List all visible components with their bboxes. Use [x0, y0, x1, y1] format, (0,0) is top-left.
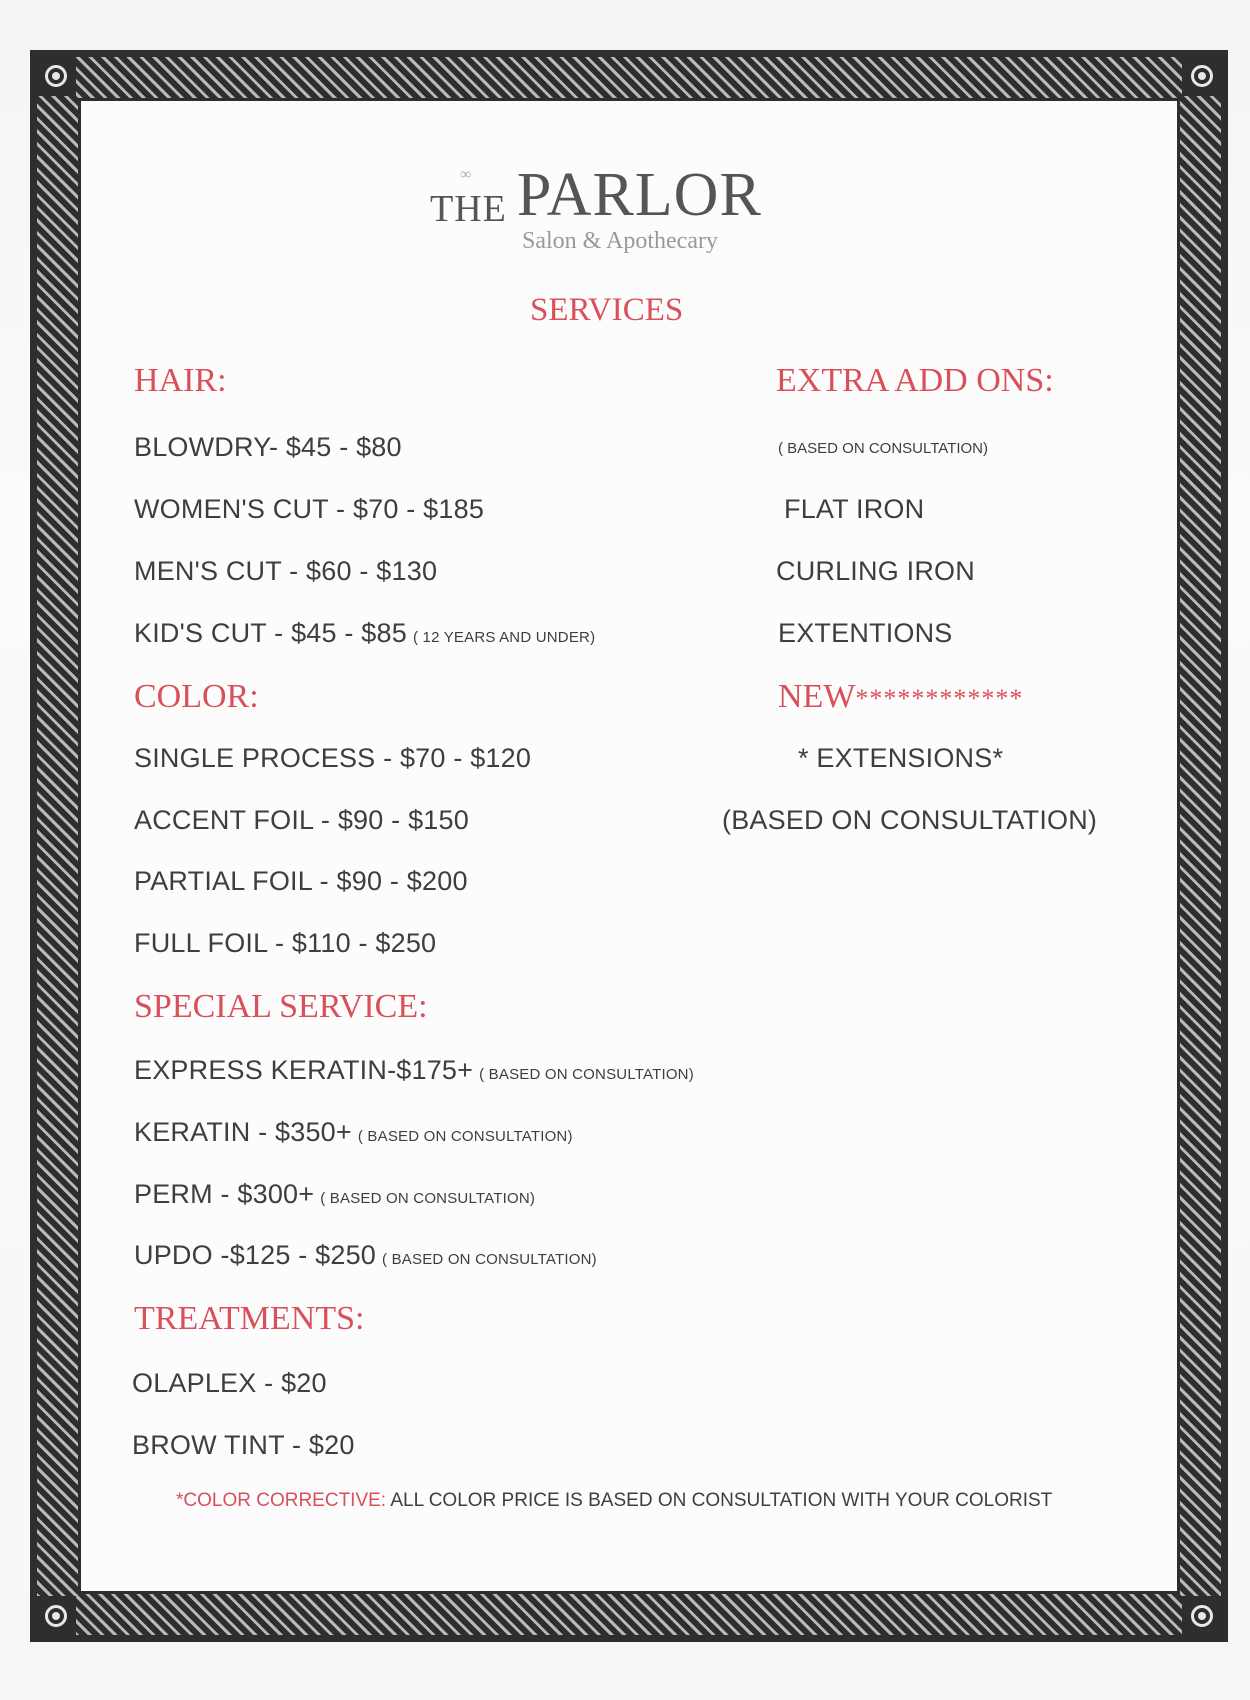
- item-note: ( 12 YEARS AND UNDER): [412, 629, 596, 646]
- extras-note: ( BASED ON CONSULTATION): [778, 440, 989, 457]
- footer-label: *COLOR CORRECTIVE:: [176, 1490, 387, 1511]
- extras-heading: EXTRA ADD ONS:: [776, 362, 1054, 399]
- extras-item: FLAT IRON: [784, 494, 925, 524]
- new-label: NEW: [778, 678, 856, 715]
- hair-item: [134, 432, 402, 463]
- item-text: OLAPLEX - $20: [132, 1368, 327, 1398]
- extras-item: CURLING IRON: [776, 556, 975, 586]
- new-stars: ************: [855, 684, 1024, 713]
- special-item: [134, 1117, 573, 1148]
- color-heading: COLOR:: [134, 678, 259, 715]
- item-text: BLOWDRY- $45 - $80: [134, 432, 402, 462]
- item-text: BROW TINT - $20: [132, 1430, 355, 1460]
- item-note: ( BASED ON CONSULTATION): [357, 1128, 573, 1145]
- item-note: ( BASED ON CONSULTATION): [382, 1251, 597, 1268]
- special-heading: SPECIAL SERVICE:: [134, 988, 428, 1025]
- treatments-heading: TREATMENTS:: [134, 1300, 365, 1337]
- hair-heading: HAIR:: [134, 362, 227, 399]
- treatment-item: [132, 1368, 327, 1399]
- new-note: (BASED ON CONSULTATION): [722, 805, 1098, 835]
- item-note: ( BASED ON CONSULTATION): [320, 1190, 536, 1207]
- item-text: WOMEN'S CUT - $70 - $185: [134, 494, 485, 524]
- item-text: KID'S CUT - $45 - $85: [134, 618, 407, 648]
- logo-subtitle: Salon & Apothecary: [522, 228, 718, 254]
- item-text: SINGLE PROCESS - $70 - $120: [134, 743, 532, 773]
- item-text: UPDO -$125 - $250: [134, 1240, 377, 1270]
- item-text: MEN'S CUT - $60 - $130: [134, 556, 438, 586]
- color-corrective-note: [176, 1490, 1052, 1512]
- new-heading: [778, 678, 1023, 716]
- color-item: [134, 805, 469, 836]
- item-text: ACCENT FOIL - $90 - $150: [134, 805, 469, 835]
- swirl-icon: ∞: [460, 166, 472, 183]
- corner-ornament-icon: [36, 56, 76, 96]
- item-text: FULL FOIL - $110 - $250: [134, 928, 437, 958]
- color-item: [134, 928, 436, 959]
- hair-item: [134, 618, 595, 649]
- color-item: [134, 743, 531, 774]
- logo-parlor: PARLOR: [516, 161, 762, 229]
- hair-item: [134, 556, 437, 587]
- new-item: * EXTENSIONS*: [798, 743, 1004, 773]
- extras-item: EXTENTIONS: [778, 618, 953, 648]
- hair-item: [134, 494, 484, 525]
- special-item: [134, 1055, 694, 1086]
- item-text: EXPRESS KERATIN-$175+: [134, 1055, 474, 1085]
- treatment-item: [132, 1430, 355, 1461]
- services-title: SERVICES: [530, 292, 684, 328]
- special-item: [134, 1240, 597, 1271]
- corner-ornament-icon: [1182, 1596, 1222, 1636]
- corner-ornament-icon: [1182, 56, 1222, 96]
- item-note: ( BASED ON CONSULTATION): [479, 1066, 694, 1083]
- decorative-border: [30, 50, 1228, 1642]
- item-text: PERM - $300+: [134, 1179, 315, 1209]
- logo-wordmark: [430, 160, 762, 231]
- item-text: PARTIAL FOIL - $90 - $200: [134, 866, 468, 896]
- footer-text: ALL COLOR PRICE IS BASED ON CONSULTATION WITH YOUR COLORIST: [386, 1490, 1053, 1511]
- item-text: KERATIN - $350+: [134, 1117, 352, 1147]
- corner-ornament-icon: [36, 1596, 76, 1636]
- logo-the: THE: [430, 188, 507, 230]
- special-item: [134, 1179, 535, 1210]
- color-item: [134, 866, 468, 897]
